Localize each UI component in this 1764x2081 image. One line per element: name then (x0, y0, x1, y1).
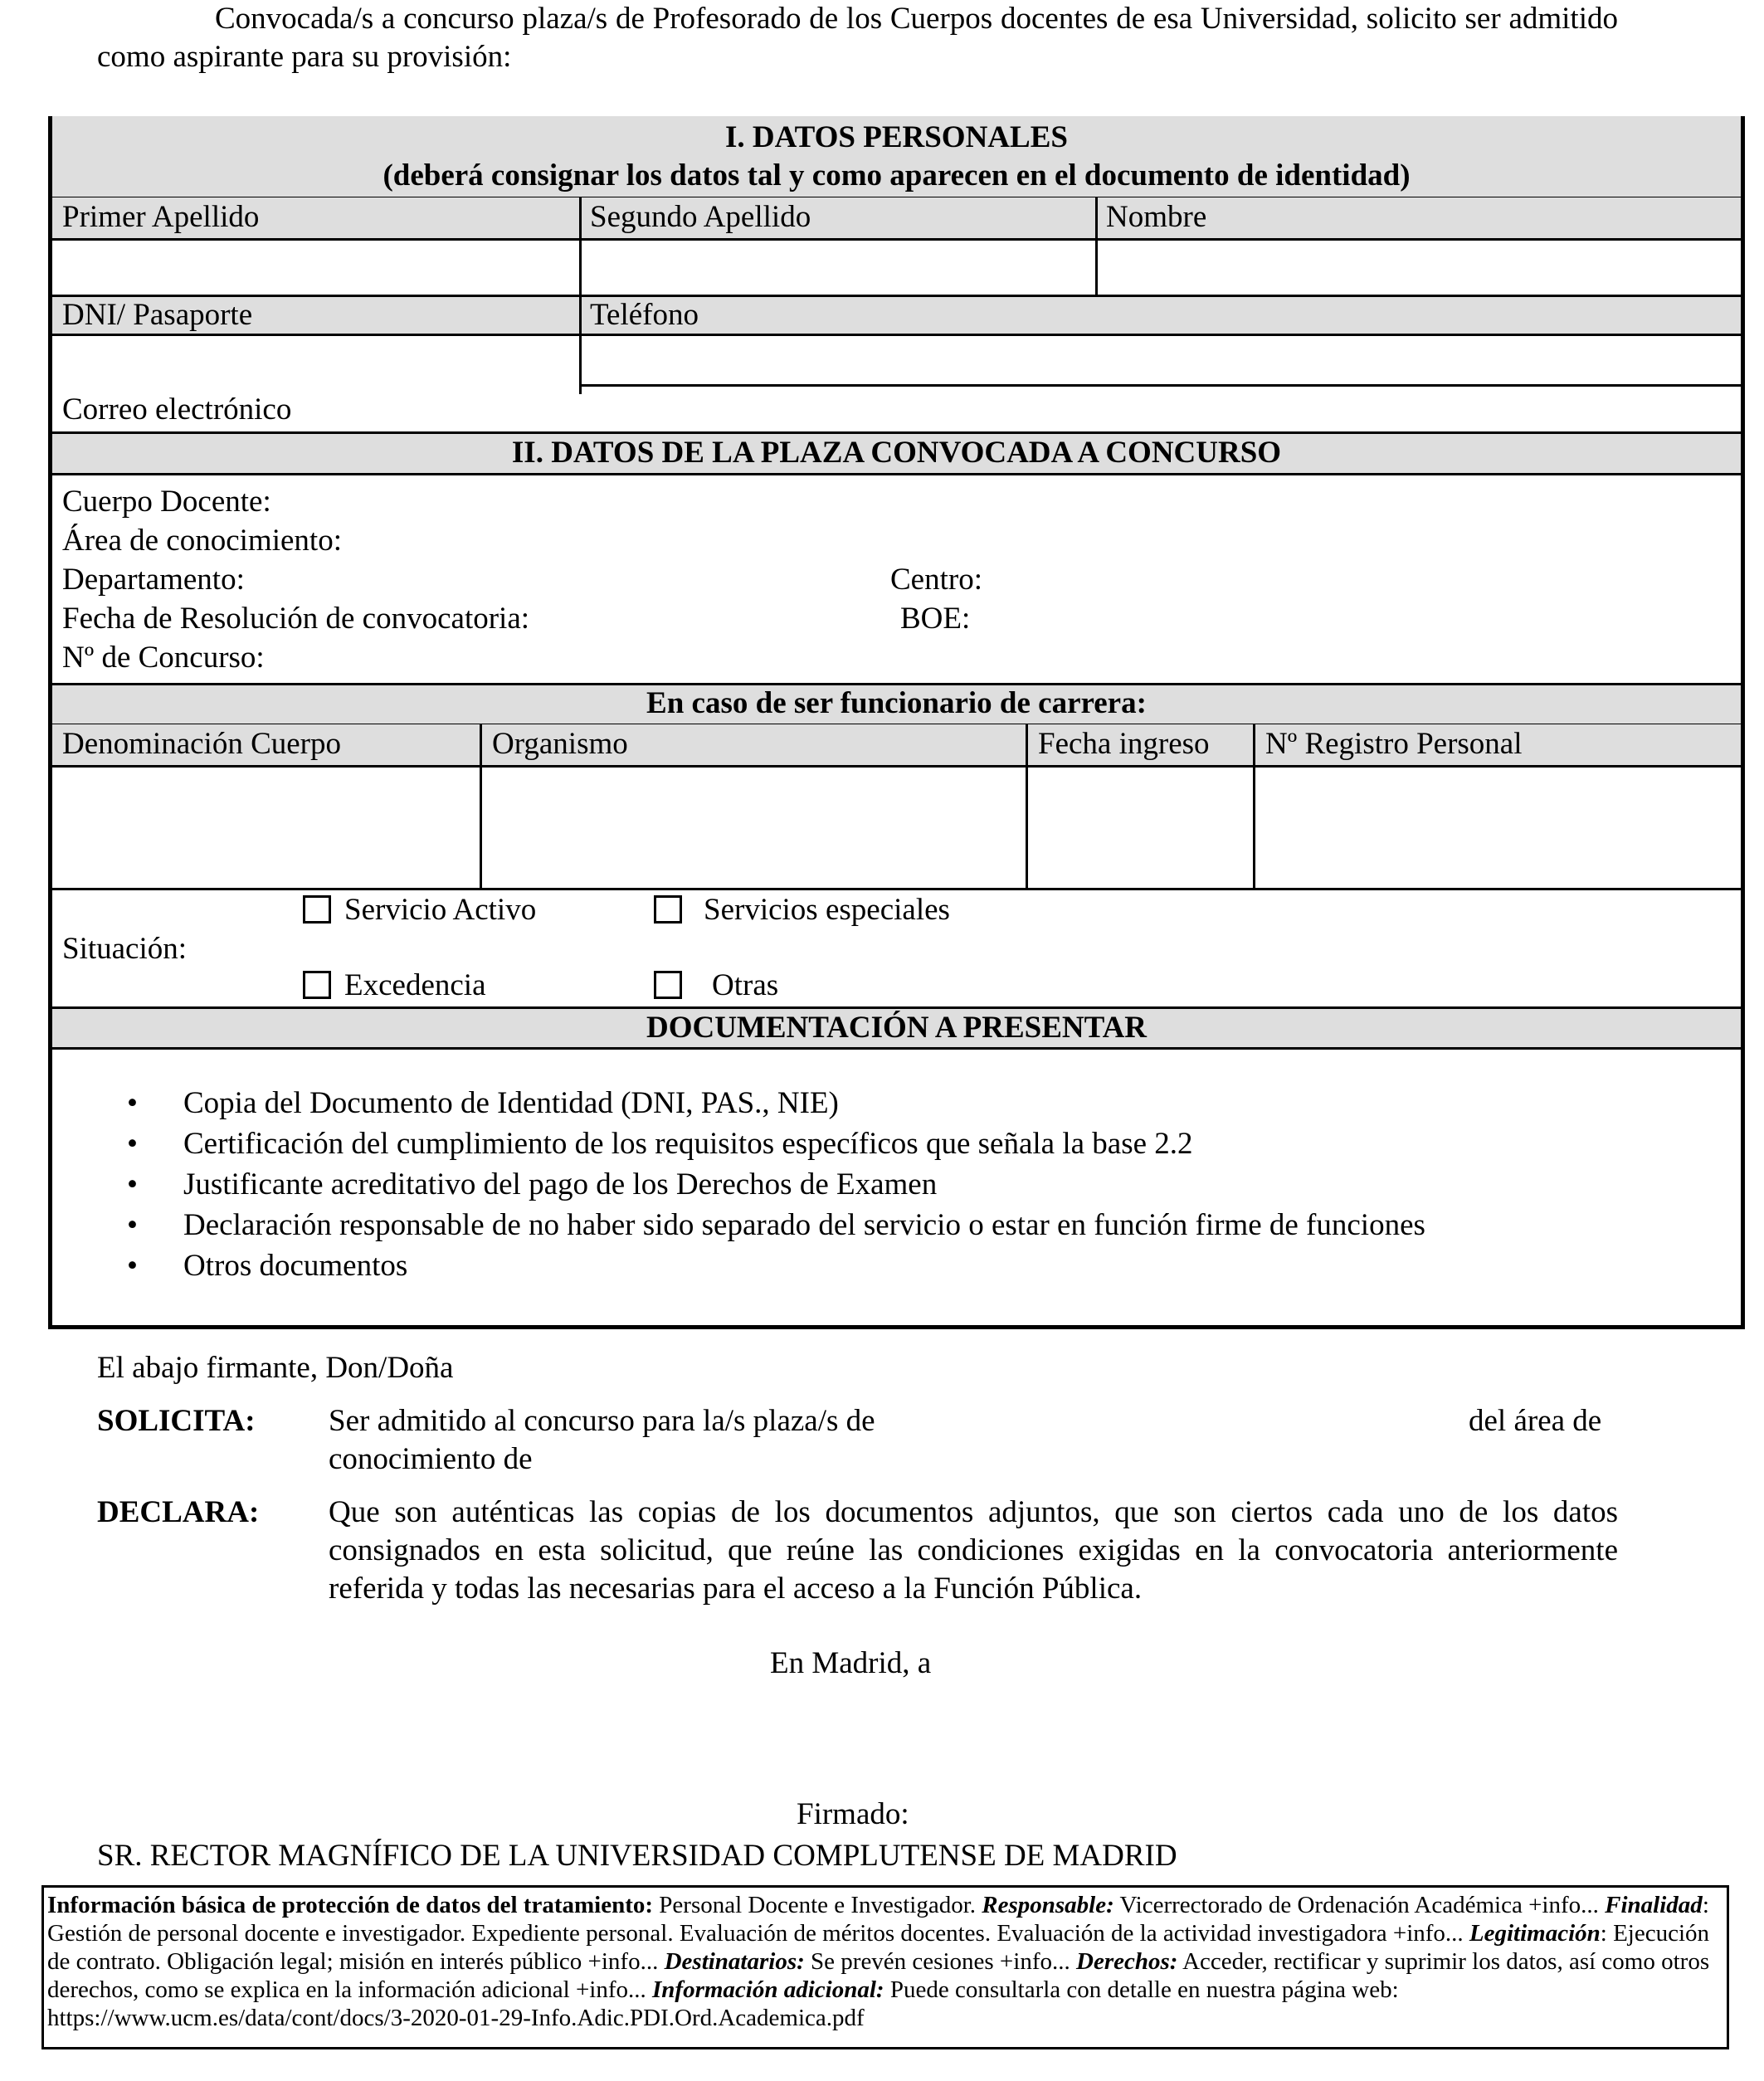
privacy-heading: Finalidad (1605, 1892, 1703, 1918)
centro-label: Centro: (890, 563, 982, 597)
excedencia-checkbox[interactable] (303, 971, 331, 999)
id-doc-field[interactable] (55, 338, 576, 387)
id-phone-label-row (52, 295, 1741, 336)
solicita-label: SOLICITA: (97, 1404, 256, 1438)
departamento-label: Departamento: (62, 563, 245, 597)
first-surname-label: Primer Apellido (62, 200, 260, 234)
section2-title: II. DATOS DE LA PLAZA CONVOCADA A CONCURSO (511, 436, 1282, 470)
boe-label: BOE: (900, 602, 971, 636)
application-form (48, 116, 1745, 1329)
declara-label: DECLARA: (97, 1495, 260, 1529)
privacy-heading: Información adicional: (652, 1976, 884, 2003)
privacy-text: Personal Docente e Investigador. (653, 1892, 982, 1918)
solicita-text: Ser admitido al concurso para la/s plaza/s de (329, 1404, 875, 1438)
section2-header (52, 431, 1741, 475)
col-registro-label: Nº Registro Personal (1265, 727, 1523, 761)
area-label: Área de conocimiento: (62, 524, 342, 558)
privacy-text: : Gestión de personal docente e investigador. Expediente personal. Evaluación de méritos docentes. Evaluación de la actividad investigadora +info... (47, 1892, 1709, 1947)
col-fecha-label: Fecha ingreso (1038, 727, 1210, 761)
list-item: • Declaración responsable de no haber sido separado del servicio o estar en función firme de funciones (127, 1205, 1425, 1245)
servicio-activo-checkbox[interactable] (303, 895, 331, 924)
privacy-heading: Destinatarios: (664, 1948, 805, 1975)
documentacion-title: DOCUMENTACIÓN A PRESENTAR (646, 1011, 1148, 1045)
privacy-text: Puede consultarla con detalle en nuestra página web: https://www.ucm.es/data/cont/docs/3-2020-01-29-Info.Adic.PDI.Ord.Academica.pdf (47, 1976, 1399, 2031)
fecha-resolucion-label: Fecha de Resolución de convocatoria: (62, 602, 530, 636)
funcionario-title: En caso de ser funcionario de carrera: (646, 686, 1147, 720)
list-item: • Justificante acreditativo del pago de los Derechos de Examen (127, 1164, 1425, 1205)
excedencia-label: Excedencia (344, 968, 486, 1002)
names-label-row (52, 197, 1741, 241)
funcionario-header (52, 683, 1741, 726)
servicios-especiales-label: Servicios especiales (704, 893, 950, 927)
col-organismo-label: Organismo (492, 727, 628, 761)
organismo-field[interactable] (485, 769, 1023, 885)
list-item: • Otros documentos (127, 1245, 1425, 1286)
solicita-conocimiento-text: conocimiento de (329, 1442, 533, 1476)
servicios-especiales-checkbox[interactable] (654, 895, 682, 924)
section1-subtitle: (deberá consignar los datos tal y como aparecen en el documento de identidad) (383, 158, 1411, 193)
otras-checkbox[interactable] (654, 971, 682, 999)
place-date-line: En Madrid, a (770, 1646, 932, 1680)
phone-field[interactable] (585, 338, 1738, 381)
cuerpo-label: Cuerpo Docente: (62, 485, 271, 519)
privacy-text: Acceder, rectificar y suprimir los datos, así como otros derechos, como se explica en la información adicional +info... (47, 1948, 1710, 2003)
col-cuerpo-label: Denominación Cuerpo (62, 727, 341, 761)
solicita-area-text: del área de (1469, 1404, 1602, 1438)
declara-text: Que son auténticas las copias de los documentos adjuntos, que son ciertos cada uno de los datos consignados en esta solicitud, que reúne las condiciones exigidas en la convocatoria anteriormente referida y todas las necesarias para el acceso a la Función Pública. (329, 1495, 1618, 1606)
situacion-label: Situación: (62, 932, 188, 966)
name-label: Nombre (1106, 200, 1207, 234)
second-surname-field[interactable] (585, 243, 1091, 293)
second-surname-label: Segundo Apellido (590, 200, 811, 234)
intro-paragraph (97, 0, 1618, 76)
privacy-heading: Responsable: (982, 1892, 1114, 1918)
phone-label: Teléfono (590, 298, 699, 332)
data-protection-text (47, 1891, 1722, 2032)
privacy-heading: Legitimación (1469, 1920, 1601, 1947)
privacy-text: Vicerrectorado de Ordenación Académica +info... (1113, 1892, 1606, 1918)
first-surname-field[interactable] (55, 243, 576, 293)
intro-text: Convocada/s a concurso plaza/s de Profesorado de los Cuerpos docentes de esa Universidad, solicito ser admitido como aspirante para su provisión: (97, 2, 1618, 74)
email-label: Correo electrónico (62, 392, 292, 426)
privacy-heading: Información básica de protección de datos del tratamiento: (47, 1892, 654, 1918)
documentacion-header (52, 1006, 1741, 1050)
cuerpo-field[interactable] (55, 769, 476, 885)
documentacion-list (127, 1083, 1425, 1286)
signed-line: Firmado: (797, 1797, 909, 1831)
privacy-text: Se prevén cesiones +info... (804, 1948, 1076, 1975)
fecha-ingreso-field[interactable] (1031, 769, 1250, 885)
registro-personal-field[interactable] (1259, 769, 1740, 885)
privacy-heading: Derechos: (1076, 1948, 1178, 1975)
firmante-line: El abajo firmante, Don/Doña (97, 1351, 454, 1385)
list-item: • Copia del Documento de Identidad (DNI, PAS., NIE) (127, 1083, 1425, 1123)
email-field[interactable] (585, 388, 1738, 430)
section1-title: I. DATOS PERSONALES (725, 120, 1068, 154)
id-doc-label: DNI/ Pasaporte (62, 298, 253, 332)
servicio-activo-label: Servicio Activo (344, 893, 537, 927)
privacy-text: : Ejecución de contrato. Obligación legal; misión en interés público +info... (47, 1920, 1710, 1975)
n-concurso-label: Nº de Concurso: (62, 641, 265, 675)
data-protection-info (41, 1885, 1729, 2049)
section1-header (52, 116, 1741, 199)
addressee-line: SR. RECTOR MAGNÍFICO DE LA UNIVERSIDAD COMPLUTENSE DE MADRID (97, 1839, 1177, 1873)
name-field[interactable] (1101, 243, 1740, 293)
funcionario-columns (52, 724, 1741, 768)
otras-label: Otras (712, 968, 779, 1002)
list-item: • Certificación del cumplimiento de los requisitos específicos que señala la base 2.2 (127, 1123, 1425, 1164)
